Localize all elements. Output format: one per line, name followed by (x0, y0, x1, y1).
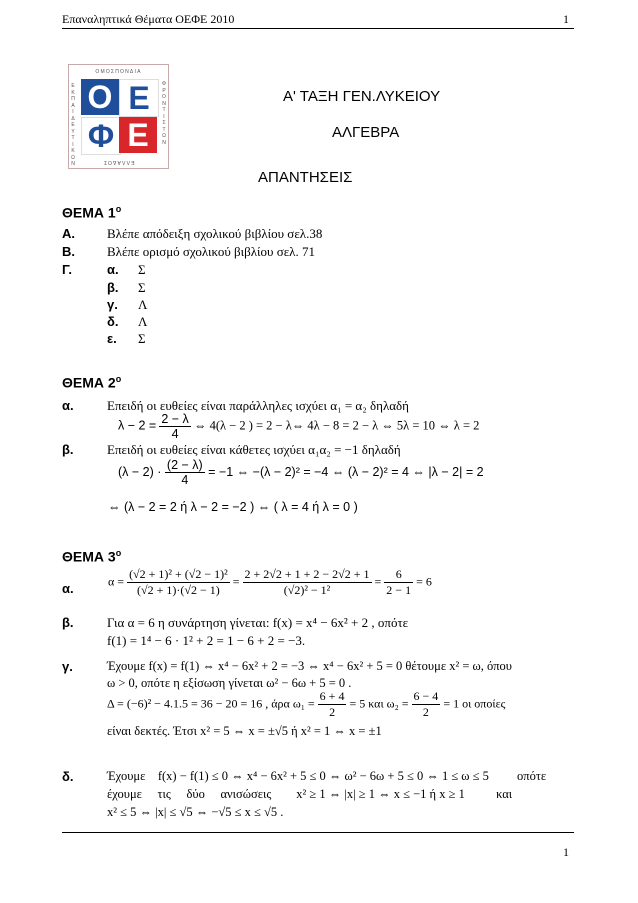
theme3-d-label: δ. (62, 769, 74, 784)
logo-ring-bottom-text: ΕΛΛΑΔΟΣ (102, 159, 135, 165)
theme3-g-delta: Δ = (−6)² − 4.1.5 = 36 − 20 = 16 , άρα ω₁ = $\frac{6 + 4}{2}$ = 5 και ω₂ = $\frac{6 - 4}{2}$ = 1 οι οποίες (107, 689, 506, 719)
theme2-b-text: Επειδή οι ευθείες είναι κάθετες ισχύει α₁α₂ = −1 δηλαδή (107, 442, 401, 457)
theme2-a-equation: λ − 2 = $\frac{2 - \lambda}{4}$ ⇔ 4(λ − 2 ) = 2 − λ⇔ 4λ − 8 = 2 − λ ⇔ 5λ = 10 ⇔ λ = 2 (118, 412, 480, 441)
footer-page-number: 1 (563, 845, 569, 859)
theme1-a-label: Α. (62, 226, 75, 241)
theme3-b-line2: f(1) = 1⁴ − 6 · 1² + 2 = 1 − 6 + 2 = −3. (107, 633, 306, 648)
theme3-g-line4: είναι δεκτές. Έτσι x² = 5 ⇔ x = ±√5 ή x² = 1 ⇔ x = ±1 (107, 724, 382, 738)
theme1-g-item-value: Σ (138, 262, 146, 277)
header-rule (62, 28, 574, 29)
logo-letter-epsilon-1: Ε (119, 79, 159, 117)
theme3-g-line1: Έχουμε f(x) = f(1) ⇔ x⁴ − 6x² + 2 = −3 ⇔ x⁴ − 6x² + 5 = 0 θέτουμε x² = ω, όπου (107, 659, 512, 673)
theme1-g-item-label: δ. (107, 314, 119, 329)
theme3-g-line2: ω > 0, οπότε η εξίσωση γίνεται ω² − 6ω + 5 = 0 . (107, 676, 352, 690)
theme1-g-item-value: Σ (138, 331, 146, 346)
theme3-d-line2: έχουμε τις δύο ανισώσεις x² ≥ 1 ⇔ |x| ≥ 1 ⇔ x ≤ −1 ή x ≥ 1 και (107, 787, 513, 801)
theme2-a-text: Επειδή οι ευθείες είναι παράλληλες ισχύει α₁ = α₂ δηλαδή (107, 398, 409, 413)
theme1-g-item-value: Λ (138, 297, 148, 312)
header-page-number: 1 (563, 12, 569, 26)
subject-title: ΑΛΓΕΒΡΑ (332, 124, 400, 141)
theme2-b-label: β. (62, 442, 74, 457)
theme2-b-equation: (λ − 2) · $\frac{(2 - \lambda)}{4}$ = −1 ⇔ −(λ − 2)² = −4 ⇔ (λ − 2)² = 4 ⇔ |λ − 2| = 2 (118, 458, 484, 487)
logo-ring-top-text: ΟΜΟΣΠΟΝΔΙΑ (95, 69, 142, 75)
theme1-g-label: Γ. (62, 262, 72, 277)
theme1-b-text: Βλέπε ορισμό σχολικού βιβλίου σελ. 71 (107, 244, 315, 259)
theme3-b-line1: Για α = 6 η συνάρτηση γίνεται: f(x) = x⁴ − 6x² + 2 , οπότε (107, 615, 409, 630)
theme1-g-item-value: Λ (138, 314, 148, 329)
theme1-g-item-label: ε. (107, 331, 117, 346)
theme3-b-label: β. (62, 615, 74, 630)
theme2-b-equation-2: ⇔ (λ − 2 = 2 ή λ − 2 = −2 ) ⇔ ( λ = 4 ή λ = 0 ) (108, 500, 358, 514)
class-title: Α' ΤΑΞΗ ΓΕΝ.ΛΥΚΕΙΟΥ (283, 88, 441, 105)
theme3-a-equation: α = $\frac{\text{(√2 + 1)² + (√2 − 1)²}}{(√2 + 1)\cdot(√2 - 1)}$ = $\frac{2 + 2√2 + 1 + 2 - 2√2 + 1}{\text{(√2)² − 1²}}$ = $\frac{6}{2 - 1}$ = 6 (108, 567, 432, 597)
theme1-g-item-label: α. (107, 262, 119, 277)
logo-letter-phi: Φ (81, 117, 121, 155)
logo-ring-right-text: Φ Ρ Ο Ν Τ Ι Σ Τ Ω Ν (162, 81, 166, 146)
footer-rule (62, 832, 574, 833)
theme3-a-label: α. (62, 581, 74, 596)
theme1-a-text: Βλέπε απόδειξη σχολικού βιβλίου σελ.38 (107, 226, 323, 241)
oefe-logo (68, 64, 169, 169)
answers-title: ΑΠΑΝΤΗΣΕΙΣ (258, 169, 353, 186)
theme3-d-line1: Έχουμε f(x) − f(1) ≤ 0 ⇔ x⁴ − 6x² + 5 ≤ 0 ⇔ ω² − 6ω + 5 ≤ 0 ⇔ 1 ≤ ω ≤ 5 οπότε (107, 769, 547, 783)
theme3-heading: ΘΕΜΑ $3^o$ (62, 548, 122, 565)
theme2-heading: ΘΕΜΑ $2^o$ (62, 374, 122, 391)
theme3-g-label: γ. (62, 659, 73, 674)
theme1-b-label: Β. (62, 244, 75, 259)
theme1-g-item-value: Σ (138, 280, 146, 295)
logo-letter-omicron: Ο (81, 79, 119, 115)
theme1-heading: ΘΕΜΑ $1^o$ (62, 204, 122, 221)
logo-letter-epsilon-2: Ε (119, 117, 157, 153)
theme3-d-line3: x² ≤ 5 ⇔ |x| ≤ √5 ⇔ −√5 ≤ x ≤ √5 . (107, 805, 284, 819)
logo-ring-left-text: Ε Κ Π Α Ι Δ Ε Υ Τ Ι Κ Ω Ν (71, 83, 75, 167)
theme1-g-item-label: β. (107, 280, 119, 295)
theme1-g-item-label: γ. (107, 297, 118, 312)
header-title: Επαναληπτικά Θέματα ΟΕΦΕ 2010 (62, 12, 235, 26)
theme2-a-label: α. (62, 398, 74, 413)
